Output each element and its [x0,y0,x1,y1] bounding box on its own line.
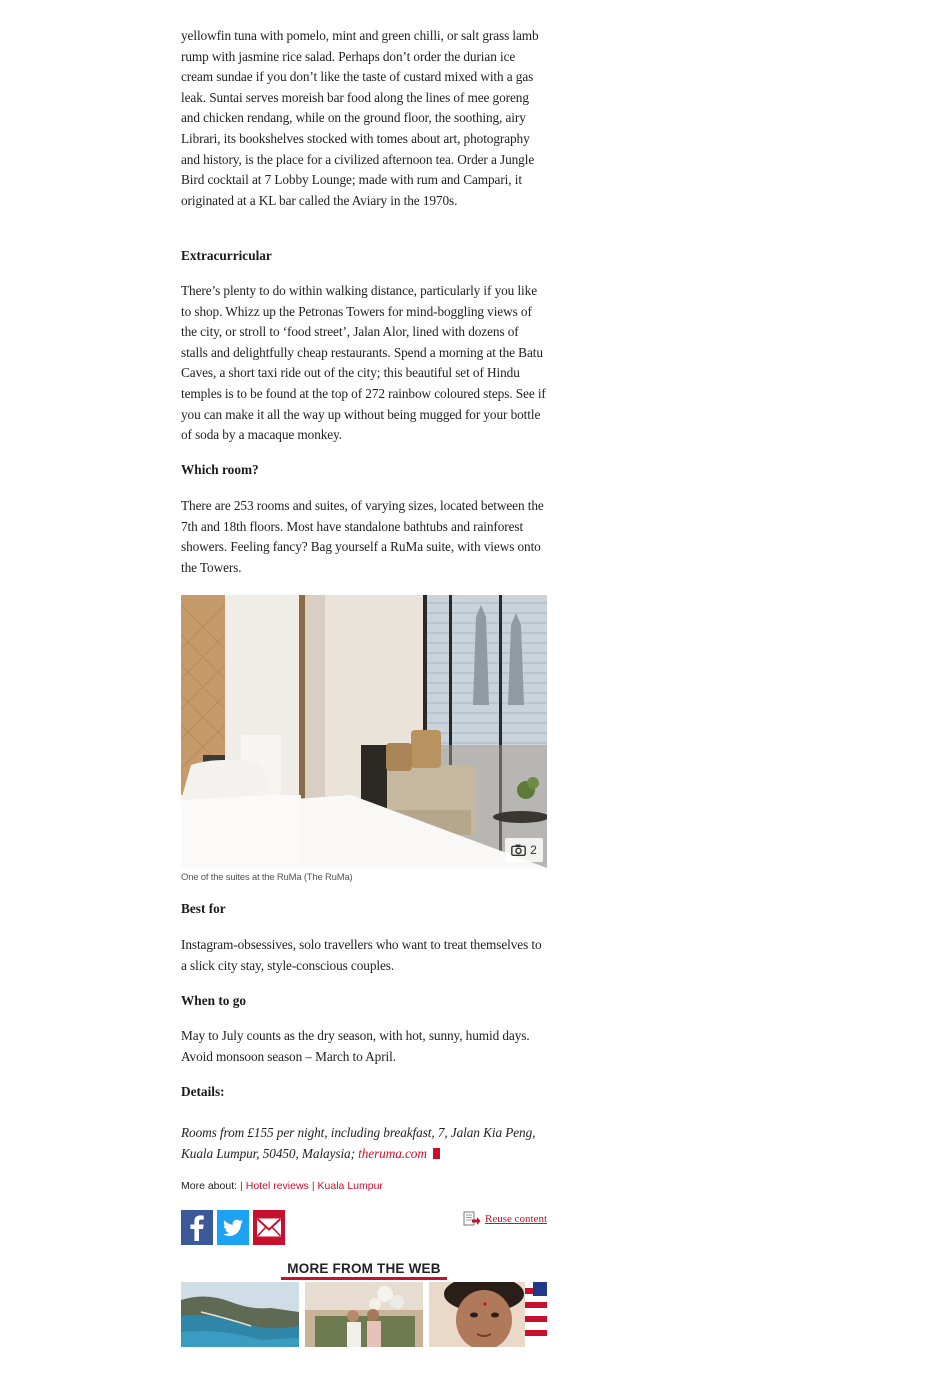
tag-kuala-lumpur[interactable]: Kuala Lumpur [317,1180,383,1192]
paragraph-when-to-go: May to July counts as the dry season, with hot, sunny, humid days. Avoid monsoon season – March to April. [181,1028,530,1064]
share-email-button[interactable] [253,1210,285,1245]
camera-icon [511,844,526,856]
paragraph-which-room: There are 253 rooms and suites, of varying sizes, located between the 7th and 18th floors. Most have standalone bathtubs and rainforest showers. Feeling fancy? Bag yourself a RuMa suite, with views onto the Towers. [181,498,544,575]
subheading-details: Details: [181,1084,225,1099]
theruma-link[interactable]: theruma.com [358,1145,427,1161]
details-text: Rooms from £155 per night, including breakfast, 7, Jalan Kia Peng, Kuala Lumpur, 50450, Malaysia; [181,1125,536,1161]
web-thumbnail-couple[interactable] [305,1282,423,1347]
couple-photo [305,1282,423,1347]
tag-separator: | [311,1180,315,1192]
share-facebook-button[interactable] [181,1210,213,1245]
gallery-badge[interactable] [505,838,543,862]
more-from-the-web-thumbnails [181,1282,547,1346]
suite-photo-illustration [181,595,547,868]
coastline-photo [181,1282,299,1347]
suite-photo[interactable] [181,595,547,868]
subheading-extracurricular: Extracurricular [181,248,272,263]
subheading-best-for: Best for [181,901,226,916]
gallery-count: 2 [530,843,537,857]
more-about [181,1180,383,1192]
subheading-when-to-go: When to go [181,993,247,1008]
web-thumbnail-coastline[interactable] [181,1282,299,1347]
paragraph-extracurricular: There’s plenty to do within walking distance, particularly if you like to shop. Whizz up the Petronas Towers for mind-boggling views of the city, or stroll to ‘food street’, Jalan Alor, lined with dozens of stalls and delightfully cheap restaurants. Spend a morning at the Batu Caves, a short taxi ride out of the city; this beautiful set of Hindu temples is to be found at the top of 272 rainbow coloured steps. See if you can make it all the way up without being mugged for your bottle of soda by a macaque monkey. [181,283,546,443]
paragraph-best-for: Instagram-obsessives, solo travellers who want to treat themselves to a slick city stay, style-conscious couples. [181,937,542,973]
article-end-mark [433,1148,440,1159]
tag-hotel-reviews[interactable]: Hotel reviews [245,1180,309,1192]
woman-portrait-photo [429,1282,547,1347]
more-about-label: More about: [181,1180,238,1192]
email-icon [253,1210,285,1245]
facebook-icon [181,1210,213,1245]
reuse-content-icon [463,1211,481,1227]
subheading-which-room: Which room? [181,462,259,477]
paragraph-details [181,1123,547,1164]
web-thumbnail-woman[interactable] [429,1282,547,1347]
share-twitter-button[interactable] [217,1210,249,1245]
reuse-content-label: Reuse content [484,1213,547,1225]
more-from-the-web-header [181,1260,547,1280]
more-from-the-web-title: MORE FROM THE WEB [281,1261,446,1280]
image-caption: One of the suites at the RuMa (The RuMa) [181,872,353,883]
reuse-content-link[interactable] [463,1211,547,1227]
paragraph-dining: yellowfin tuna with pomelo, mint and green chilli, or salt grass lamb rump with jasmine rice salad. Perhaps don’t order the durian ice cream sundae if you don’t like the taste of custard mixed with a gas leak. Suntai serves moreish bar food along the lines of mee goreng and chicken rendang, while on the ground floor, the soothing, airy Librari, its bookshelves stocked with tomes about art, photography and history, is the place for a civilized afternoon tea. Order a Jungle Bird cocktail at 7 Lobby Lounge; made with rum and Campari, it originated at a KL bar called the Aviary in the 1970s. [181,28,539,208]
twitter-icon [217,1210,249,1245]
tag-separator: | [240,1180,243,1192]
